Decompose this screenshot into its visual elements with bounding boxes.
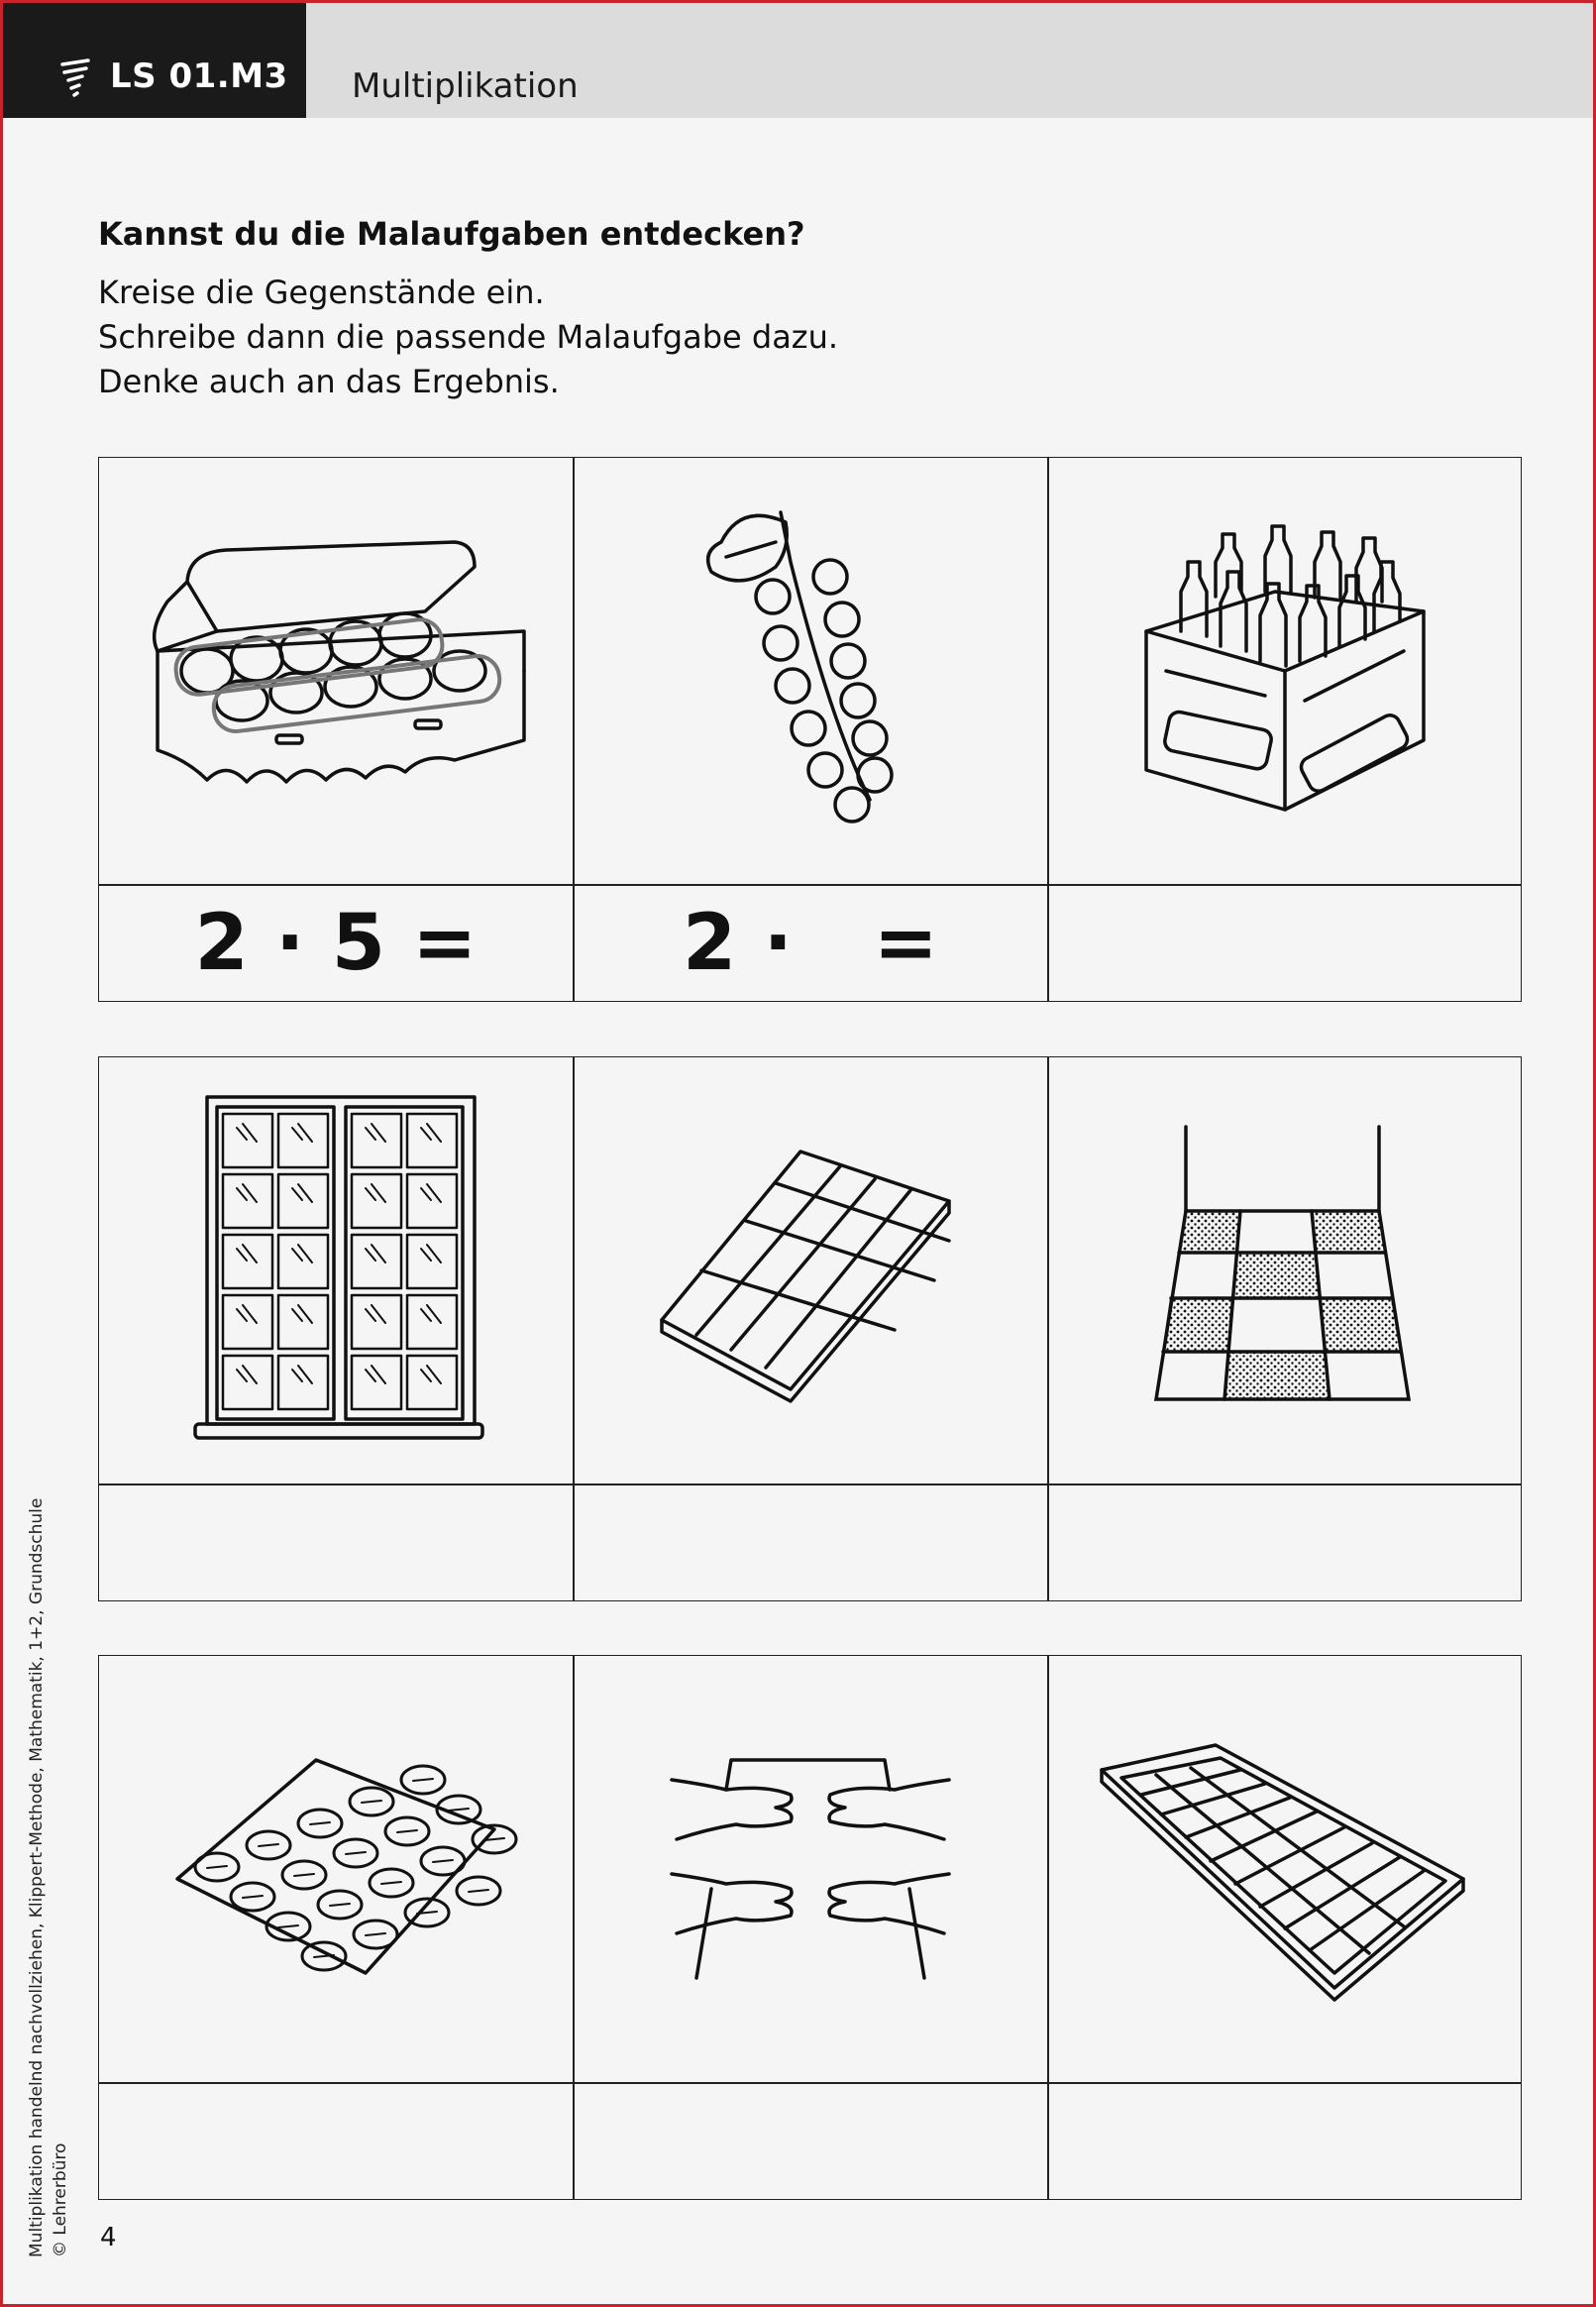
checkered-skirt-icon: [1141, 1122, 1429, 1419]
answer-cell-chocolate-bar[interactable]: [574, 1485, 1047, 1600]
task-instructions: [98, 271, 838, 404]
page-number: 4: [100, 2223, 117, 2252]
task-grid-row-3: [98, 1655, 1522, 2200]
copyright-line-1: Multiplikation handelnd nachvollziehen, Klippert-Methode, Mathematik, 1+2, Grundschule: [27, 1497, 47, 2257]
page-title: Multiplikation: [352, 66, 579, 106]
egg-carton-icon: [128, 522, 544, 820]
hands-icon: [667, 1750, 954, 1988]
task-question: Kannst du die Malaufgaben entdecken?: [98, 215, 805, 253]
tornado-icon: [60, 58, 90, 98]
answer-cell-checkered-skirt[interactable]: [1048, 1485, 1522, 1600]
image-cell-chocolate-bar: [574, 1057, 1047, 1483]
instruction-line-2: Schreibe dann die passende Malaufgabe dazu.: [98, 318, 839, 356]
image-cell-pill-blister: [99, 1656, 573, 2082]
sorting-tray-icon: [1097, 1740, 1473, 1998]
header-bar: [3, 3, 1593, 118]
answer-cell-window[interactable]: [99, 1485, 573, 1600]
currants-icon: [682, 502, 939, 839]
instruction-line-1: Kreise die Gegenstände ein.: [98, 274, 545, 311]
image-cell-egg-carton: [99, 458, 573, 884]
copyright-line-2: © Lehrerbüro: [51, 2142, 70, 2257]
image-cell-bottle-crate: [1048, 458, 1522, 884]
image-cell-window: [99, 1057, 573, 1483]
task-grid-row-1: [98, 457, 1522, 1002]
image-cell-checkered-skirt: [1048, 1057, 1522, 1483]
answer-cell-bottle-crate[interactable]: [1048, 886, 1522, 1001]
bottle-crate-icon: [1126, 522, 1443, 820]
chocolate-bar-icon: [652, 1142, 969, 1399]
answer-cell-hands[interactable]: [574, 2084, 1047, 2199]
task-grid-row-2: [98, 1056, 1522, 1601]
pill-blister-icon: [167, 1750, 504, 1988]
instruction-line-3: Denke auch an das Ergebnis.: [98, 363, 560, 400]
worksheet-code: LS 01.M3: [110, 56, 288, 96]
answer-cell-sorting-tray[interactable]: [1048, 2084, 1522, 2199]
answer-cell-pill-blister[interactable]: [99, 2084, 573, 2199]
image-cell-sorting-tray: [1048, 1656, 1522, 2082]
image-cell-currants: [574, 458, 1047, 884]
answer-cell-egg-carton[interactable]: 2 · 5 =: [194, 899, 478, 988]
window-icon: [187, 1092, 484, 1449]
answer-cell-currants[interactable]: 2 · =: [683, 899, 938, 988]
worksheet-code-box: [3, 3, 306, 118]
image-cell-hands: [574, 1656, 1047, 2082]
copyright-sidebar: [25, 1498, 72, 2257]
